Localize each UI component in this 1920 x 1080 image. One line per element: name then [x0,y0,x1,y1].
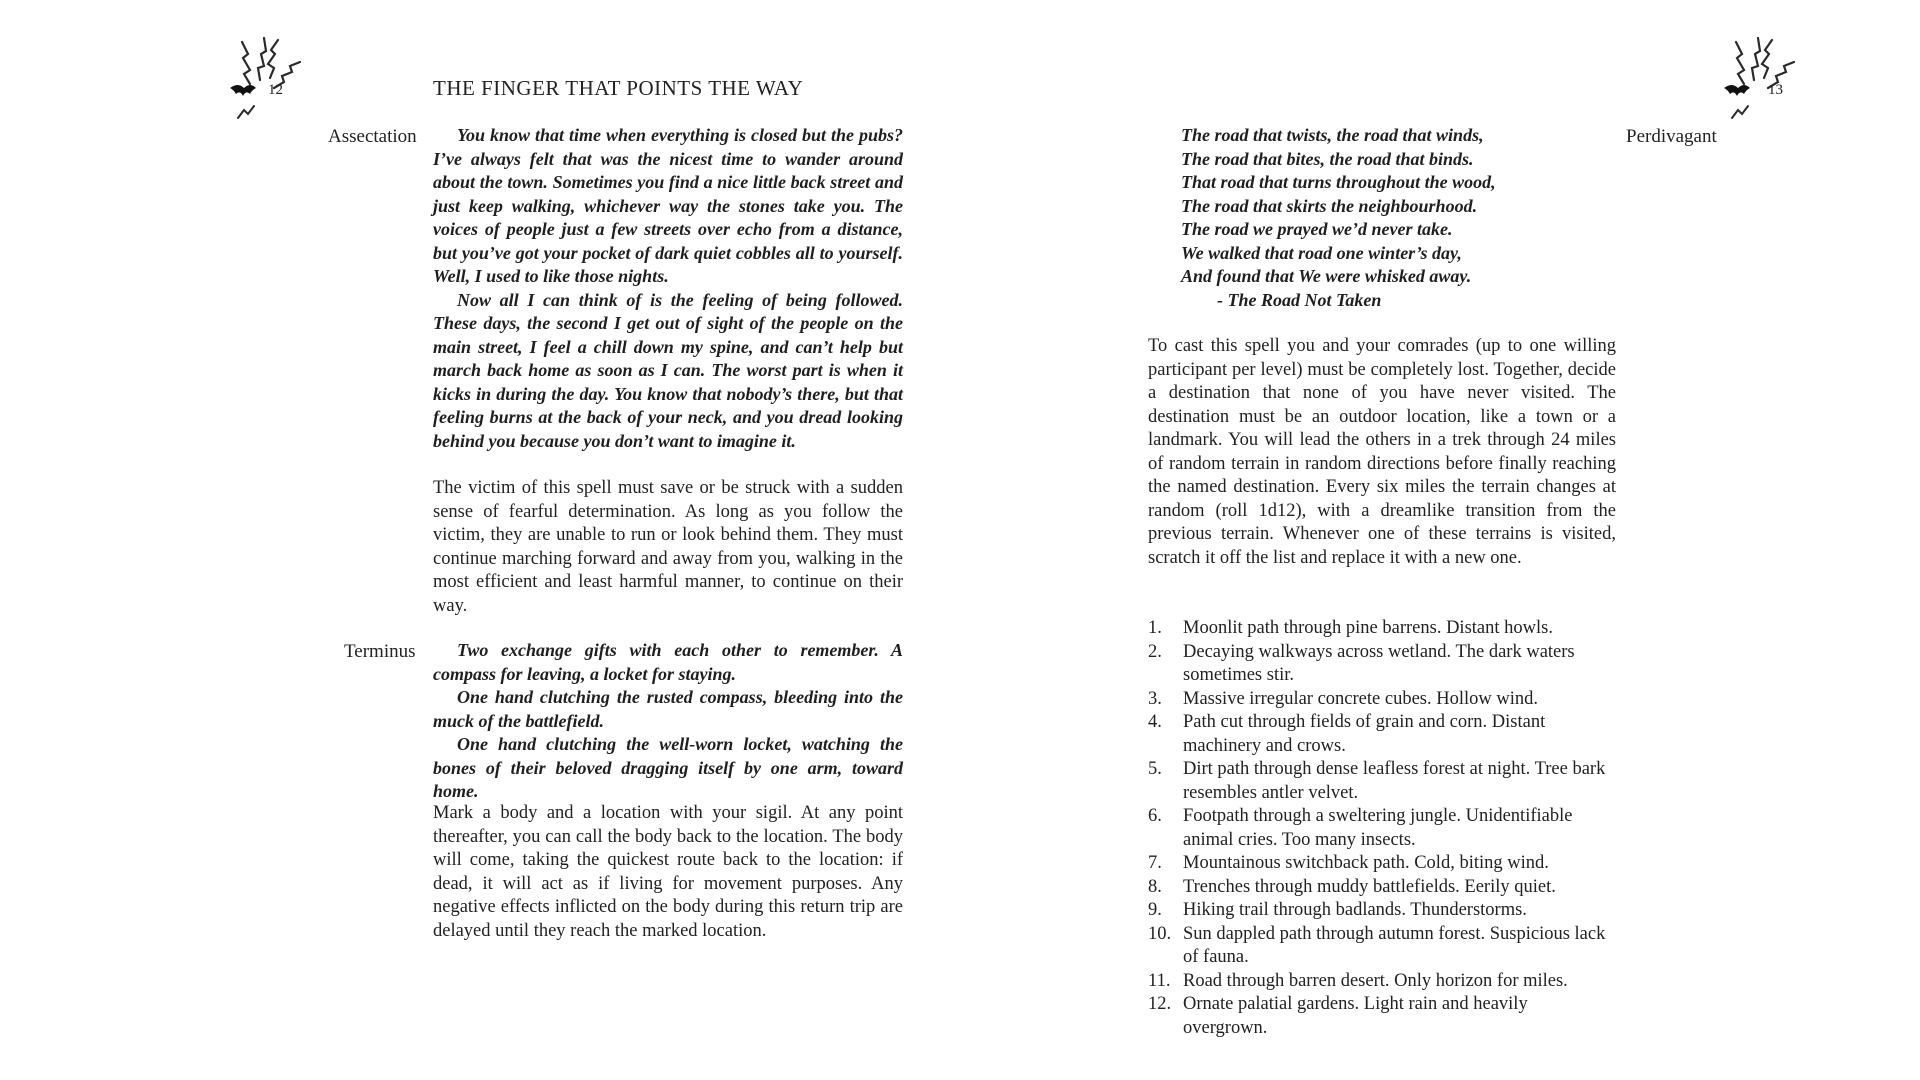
list-text: Sun dappled path through autumn forest. Suspicious lack of fauna. [1183,923,1606,967]
list-number: 10. [1148,923,1172,944]
list-item [1148,641,1616,688]
description-paragraph: Mark a body and a location with your sigil. At any point thereafter, you can call the body back to the location. The body will come, taking the quickest route back to the location: if dead, it will act as if living for movement purposes. Any negative effects inflicted on the body during this return trip are delayed until they reach the marked location. [433,803,903,941]
list-item [1148,852,1616,876]
poem-line: That road that turns throughout the wood, [1181,172,1496,192]
list-item [1148,876,1616,900]
poem-line: The road that bites, the road that binds. [1181,148,1474,169]
description-paragraph: The victim of this spell must save or be struck with a sudden sense of fearful determination. As long as you follow the victim, they are unable to run or look behind them. They must continue marching forward and away from you, walking in the most efficient and least harmful manner, to continue on their way. [433,478,903,616]
list-number: 12. [1148,994,1172,1014]
list-number: 3. [1148,688,1162,709]
list-number: 4. [1148,712,1162,732]
list-item [1148,993,1616,1040]
flavor-text [433,124,903,453]
list-text: Road through barren desert. Only horizon for miles. [1183,970,1568,991]
list-item [1148,923,1616,970]
list-text: Hiking trail through badlands. Thunderstorms. [1183,900,1527,920]
poem-line: And found that We were whisked away. [1181,266,1472,286]
poem-line: The road that twists, the road that winds, [1181,125,1484,145]
spell-description [433,477,903,618]
list-number: 5. [1148,759,1162,779]
list-text: Dirt path through dense leafless forest at night. Tree bark resembles antler velvet. [1183,759,1606,803]
page-number: 12 [268,82,283,98]
list-text: Mountainous switchback path. Cold, biting wind. [1183,853,1549,873]
list-text: Decaying walkways across wetland. The dark waters sometimes stir. [1183,641,1575,685]
list-item [1148,758,1616,805]
list-text: Ornate palatial gardens. Light rain and heavily overgrown. [1183,994,1528,1038]
list-text: Trenches through muddy battlefields. Eerily quiet. [1183,876,1556,897]
list-number: 9. [1148,900,1162,920]
list-item [1148,899,1616,923]
list-number: 7. [1148,853,1162,873]
list-number: 2. [1148,641,1162,662]
list-text: Footpath through a sweltering jungle. Unidentifiable animal cries. Too many insects. [1183,806,1573,850]
list-item [1148,688,1616,712]
terrain-table [1148,617,1616,1040]
spell-description [1148,335,1616,570]
list-number: 11. [1148,970,1171,991]
chapter-title: THE FINGER THAT POINTS THE WAY [433,76,804,100]
poem-attribution: - The Road Not Taken [1217,289,1382,310]
list-text: Path cut through fields of grain and corn. Distant machinery and crows. [1183,712,1546,756]
flavor-paragraph: One hand clutching the rusted compass, bleeding into the muck of the battlefield. [433,687,903,731]
list-item [1148,711,1616,758]
list-item [1148,617,1616,641]
flavor-paragraph: Now all I can think of is the feeling of being followed. These days, the second I get out of sight of the people on the main street, I feel a chill down my spine, and can’t help but march back home as soon as I can. The worst part is when it kicks in during the day. You know that nobody’s there, but that feeling burns at the back of your neck, and you dread looking behind you because you don’t want to imagine it. [433,289,903,451]
list-number: 8. [1148,876,1162,897]
epigraph-poem [1181,124,1541,312]
spell-name: Perdivagant [1626,126,1717,147]
flavor-paragraph: One hand clutching the well-worn locket, watching the bones of their beloved dragging itself by one arm, toward home. [433,734,903,801]
poem-line: We walked that road one winter’s day, [1181,242,1462,263]
flavor-text [433,639,903,804]
flavor-paragraph: You know that time when everything is closed but the pubs? I’ve always felt that was the nicest time to wander around about the town. Sometimes you find a nice little back street and just keep walking, whichever way the stones take you. The voices of people just a few streets over echo from a distance, but you’ve got your pocket of dark quiet cobbles all to yourself. Well, I used to like those nights. [433,125,903,286]
list-text: Moonlit path through pine barrens. Distant howls. [1183,618,1553,638]
poem-line: The road that skirts the neighbourhood. [1181,195,1478,216]
flavor-paragraph: Two exchange gifts with each other to remember. A compass for leaving, a locket for staying. [433,640,903,684]
lightning-bat-ornament-icon [1722,26,1822,126]
list-number: 6. [1148,806,1162,826]
description-paragraph: To cast this spell you and your comrades (up to one willing participant per level) must be completely lost. Together, decide a destination that none of you have never visited. The destination must be an outdoor location, like a town or a landmark. You will lead the others in a trek through 24 miles of random terrain in random directions before finally reaching the named destination. Every six miles the terrain changes at random (roll 1d12), with a dreamlike transition from the previous terrain. Whenever one of these terrains is visited, scratch it off the list and replace it with a new one. [1148,336,1616,568]
list-item [1148,970,1616,994]
spell-description [433,802,903,943]
lightning-bat-ornament-icon [228,26,328,126]
poem-line: The road we prayed we’d never take. [1181,219,1453,239]
list-item [1148,805,1616,852]
list-text: Massive irregular concrete cubes. Hollow wind. [1183,688,1538,709]
spell-name: Assectation [328,126,417,147]
list-number: 1. [1148,618,1162,638]
page-number: 13 [1768,82,1783,98]
spell-name: Terminus [344,641,416,662]
